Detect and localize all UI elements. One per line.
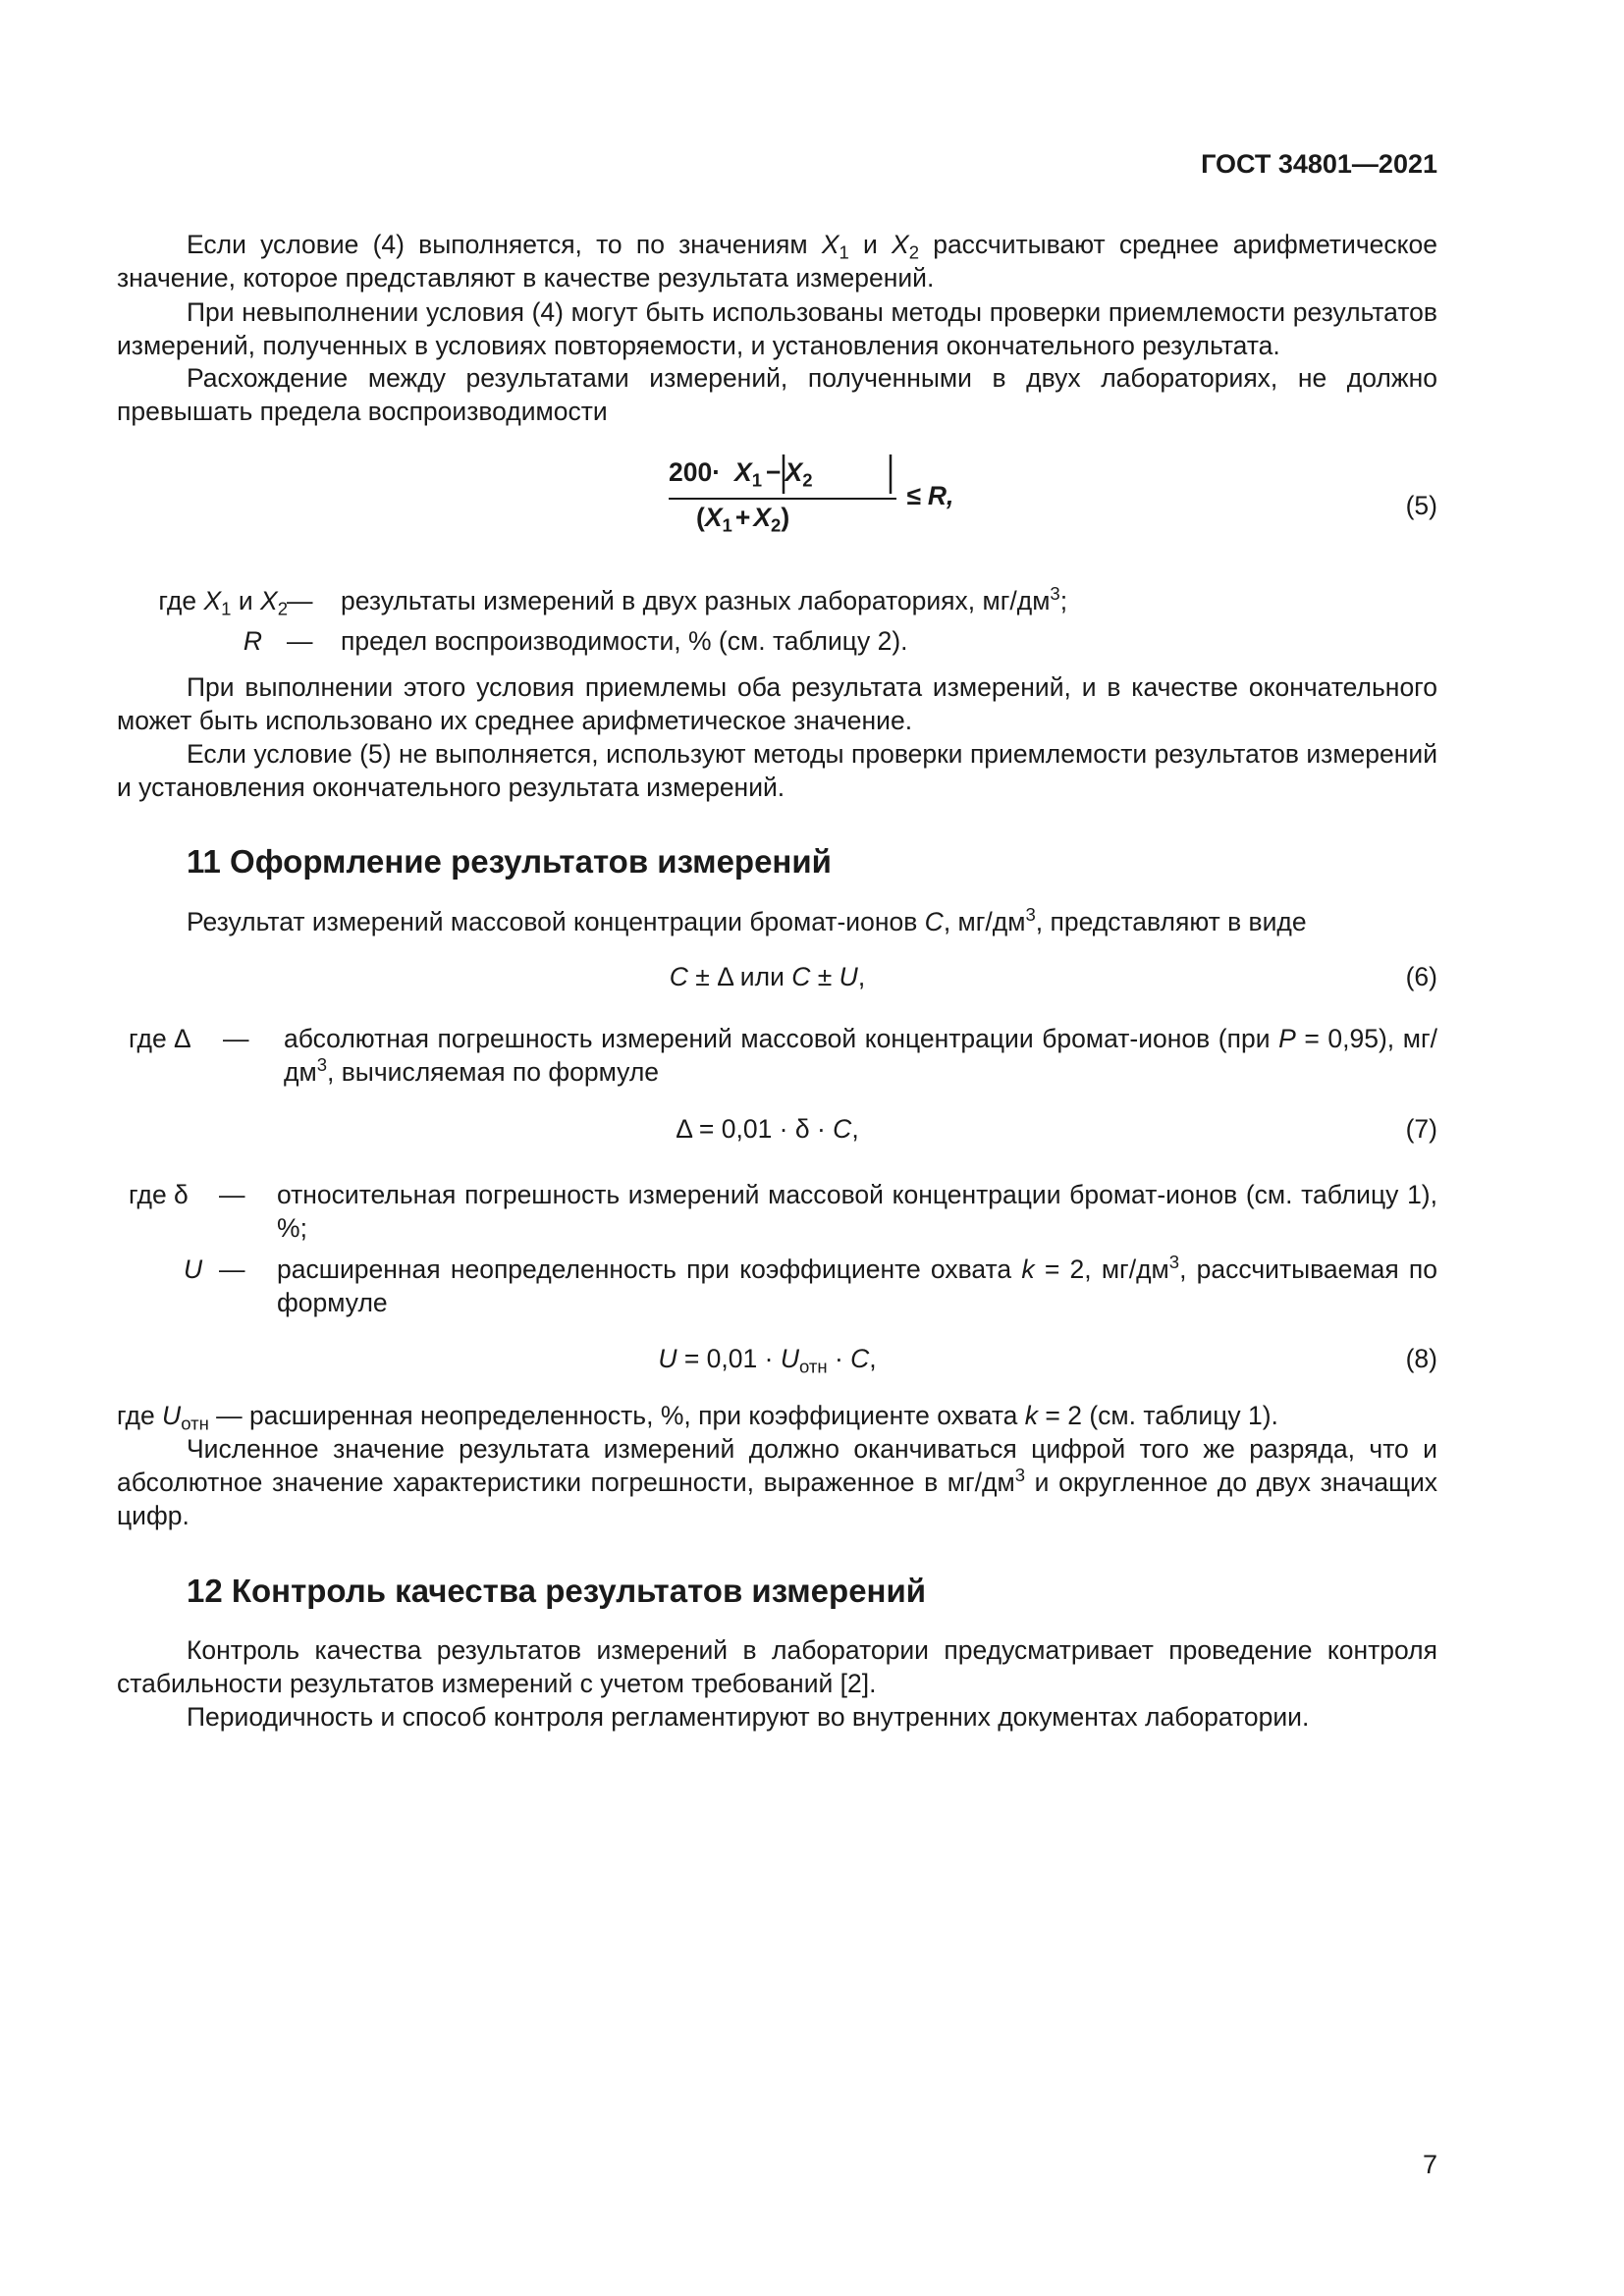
section-12-title: 12 Контроль качества результатов измерений xyxy=(187,1573,927,1609)
definition-x1-x2: где $X_1$ и $X_2$ — результаты измерений в двух разных лабораториях, $мг/дм^3$; xyxy=(158,582,1068,619)
section-11-title: 11 Оформление результатов измерений xyxy=(187,843,832,880)
definition-absolute-error: где Δ — абсолютная погрешность измерений массовой концентрации бромат-ионов (при P = 0,95), $мг/дм^3$, вычисляемая по формуле xyxy=(129,1024,1437,1087)
paragraph-condition-4: Если условие (4) выполняется, то по значениям $X_1$ и $X_2$ рассчитывают среднее арифметическое значение, которое представляют в качестве результата измерений. xyxy=(117,230,1437,293)
page-number: 7 xyxy=(1422,2150,1437,2179)
equation-number-6: (6) xyxy=(1405,962,1437,991)
equation-6: C ± Δ или C ± U, (6) xyxy=(669,962,1437,991)
definition-r: R — предел воспроизводимости, % (см. таблицу 2). xyxy=(243,626,908,656)
equation-number-7: (7) xyxy=(1405,1114,1437,1144)
definition-expanded-uncertainty: U — расширенная неопределенность при коэффициенте охвата k = 2, $мг/дм^3$, рассчитываемая по формуле xyxy=(184,1251,1437,1317)
paragraph-acceptable-results: При выполнении этого условия приемлемы оба результата измерений, и в качестве окончательного может быть использовано их среднее арифметическое значение. xyxy=(117,672,1437,735)
paragraph-rounding: Численное значение результата измерений должно оканчиваться цифрой того же разряда, что и абсолютное значение характеристики погрешности, выраженное в $мг/дм^3$ и округленное до двух значащих цифр. xyxy=(117,1434,1437,1530)
equation-number-8: (8) xyxy=(1405,1344,1437,1373)
document-code: ГОСТ 34801—2021 xyxy=(1201,149,1437,179)
section-12-paragraph-1: Контроль качества результатов измерений в лаборатории предусматривает проведение контроля стабильности результатов измерений с учетом требований [2]. xyxy=(117,1635,1437,1698)
fraction-denominator: $(X_1 + X_2)$ xyxy=(696,503,790,536)
definition-u-otn: где $U_{отн}$ — расширенная неопределенность, %, при коэффициенте охвата k = 2 (см. таблицу 1). xyxy=(117,1401,1278,1434)
equation-5 xyxy=(117,450,1437,544)
section-11-intro: Результат измерений массовой концентрации бромат-ионов C, $мг/дм^3$, представляют в виде xyxy=(187,903,1307,936)
section-12-paragraph-2: Периодичность и способ контроля регламентируют во внутренних документах лаборатории. xyxy=(187,1702,1310,1732)
equation-7: Δ = 0,01 · δ · C, (7) xyxy=(676,1114,1437,1144)
fraction-rhs: ≤ R, xyxy=(906,481,954,510)
definition-relative-error: где δ — относительная погрешность измерений массовой концентрации бромат-ионов (см. таблицу 1), %; xyxy=(129,1180,1437,1243)
equation-8: $U = 0,01 \cdot U_{отн} \cdot C$, (8) xyxy=(658,1344,1437,1377)
paragraph-reproducibility: Расхождение между результатами измерений, полученными в двух лабораториях, не должно превышать предела воспроизводимости xyxy=(117,363,1437,426)
equation-number-5: (5) xyxy=(1405,491,1437,520)
paragraph-condition-5-not-met: Если условие (5) не выполняется, используют методы проверки приемлемости результатов измерений и установления окончательного результата измерений. xyxy=(117,739,1437,802)
paragraph-acceptance-methods: При невыполнении условия (4) могут быть использованы методы проверки приемлемости результатов измерений, полученных в условиях повторяемости, и установления окончательного результата. xyxy=(117,297,1437,360)
fraction-numerator: $200\cdot X_1 - X_2$ xyxy=(669,457,813,491)
